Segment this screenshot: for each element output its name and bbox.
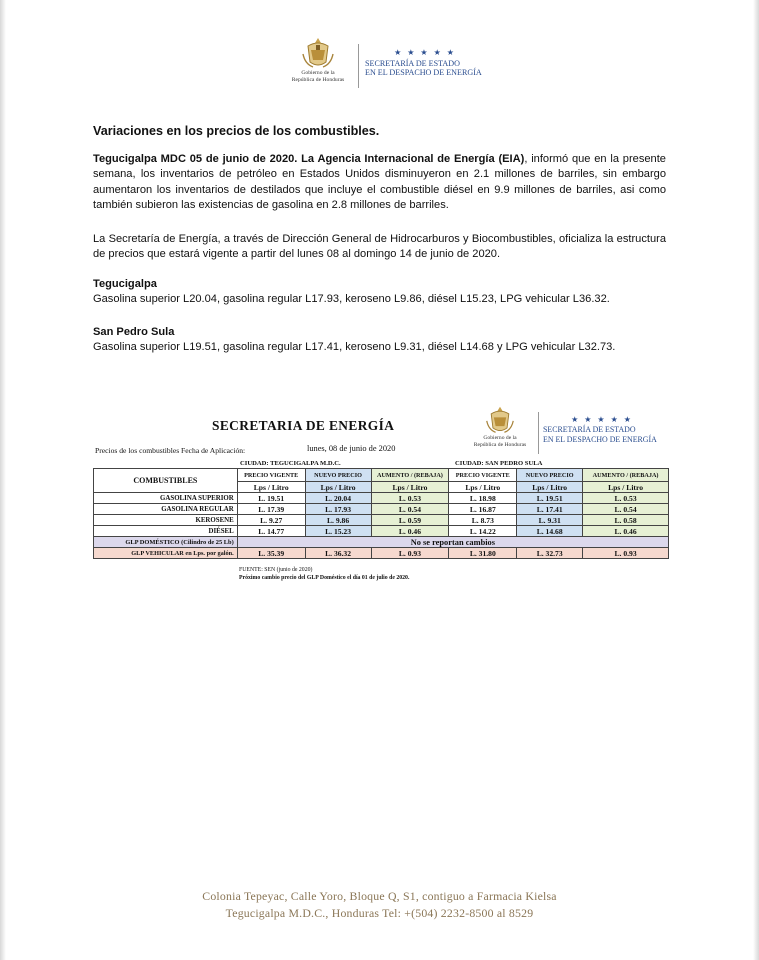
table-ministry-name <box>543 415 661 444</box>
glp-vehicular-row <box>94 548 669 559</box>
col-sps-nuevo: NUEVO PRECIO <box>517 469 583 482</box>
paragraph-lead: Tegucigalpa MDC 05 de junio de 2020. La Agencia Internacional de Energía (EIA) <box>93 153 525 165</box>
fuel-price-table <box>93 468 669 559</box>
row-label: KEROSENE <box>94 515 238 526</box>
cell: L. 0.53 <box>583 493 669 504</box>
seal-caption-1: Gobierno de la <box>301 70 335 76</box>
col-tgu-vigente: PRECIO VIGENTE <box>237 469 305 482</box>
cell: L. 0.54 <box>583 504 669 515</box>
coat-of-arms-icon <box>300 36 336 70</box>
cell: L. 9.27 <box>237 515 305 526</box>
cell: L. 14.68 <box>517 526 583 537</box>
ministry-name <box>365 48 485 78</box>
cell: L. 9.31 <box>517 515 583 526</box>
cell: L. 0.46 <box>371 526 449 537</box>
page-edge-left <box>0 0 6 960</box>
page-edge-right <box>753 0 759 960</box>
ministry-line-2: EN EL DESPACHO DE ENERGÍA <box>365 68 482 77</box>
cell: L. 36.32 <box>305 548 371 559</box>
row-label: GASOLINA SUPERIOR <box>94 493 238 504</box>
table-row <box>94 504 669 515</box>
table-row <box>94 526 669 537</box>
unit-cell: Lps / Litro <box>237 482 305 493</box>
row-label: DIÉSEL <box>94 526 238 537</box>
table-header-row <box>94 469 669 482</box>
paragraph-body: , informó que en la presente semana, los inventarios de petróleo en Estados Unidos disminuyeron en 2.1 millones de barriles, sin embargo aumentaron los inventarios de destilados que incluye el combustible diésel en 9.9 millones de barriles, asi como también subieron las existencias de gasolina en 2.8 millones de barriles. <box>93 153 666 211</box>
cell: L. 17.93 <box>305 504 371 515</box>
cell: L. 17.41 <box>517 504 583 515</box>
col-tgu-aumento: AUMENTO / (REBAJA) <box>371 469 449 482</box>
city-sps-label: CIUDAD: SAN PEDRO SULA <box>455 460 543 467</box>
cell: L. 0.93 <box>583 548 669 559</box>
unit-cell: Lps / Litro <box>583 482 669 493</box>
row-label: GLP DOMÉSTICO (Cilindro de 25 Lb) <box>94 537 238 548</box>
cell: L. 14.77 <box>237 526 305 537</box>
source-note: FUENTE: SEN (junio de 2020) <box>239 567 313 573</box>
table-ministry-line-2: EN EL DESPACHO DE ENERGÍA <box>543 434 657 444</box>
coat-of-arms-icon <box>484 405 516 435</box>
cell: L. 32.73 <box>517 548 583 559</box>
header-divider <box>358 44 359 88</box>
fecha-value: lunes, 08 de junio de 2020 <box>307 444 396 453</box>
row-label: GLP VEHICULAR en Lps. por galón. <box>94 548 238 559</box>
cell: L. 15.23 <box>305 526 371 537</box>
sps-prices: Gasolina superior L19.51, gasolina regular L17.41, keroseno L9.31, diésel L14.68 y LPG vehicular L32.73. <box>93 341 616 353</box>
fecha-label: Precios de los combustibles Fecha de Aplicación: <box>95 446 246 455</box>
row-label: GASOLINA REGULAR <box>94 504 238 515</box>
cell: L. 18.98 <box>449 493 517 504</box>
cell: L. 19.51 <box>237 493 305 504</box>
unit-cell: Lps / Litro <box>305 482 371 493</box>
stars-icon: ★ ★ ★ ★ ★ <box>571 415 633 424</box>
table-row <box>94 515 669 526</box>
cell: L. 35.39 <box>237 548 305 559</box>
cell: L. 20.04 <box>305 493 371 504</box>
ministry-line-1: SECRETARÍA DE ESTADO <box>365 58 460 68</box>
government-seal <box>282 36 354 83</box>
unit-cell: Lps / Litro <box>371 482 449 493</box>
cell: L. 19.51 <box>517 493 583 504</box>
footer-line-2: Tegucigalpa M.D.C., Honduras Tel: +(504) 2232-8500 al 8529 <box>225 906 534 920</box>
table-seal-caption-1: Gobierno de la <box>483 435 517 441</box>
col-sps-aumento: AUMENTO / (REBAJA) <box>583 469 669 482</box>
table-seal <box>466 405 534 448</box>
unit-cell: Lps / Litro <box>517 482 583 493</box>
col-sps-vigente: PRECIO VIGENTE <box>449 469 517 482</box>
cell: L. 8.73 <box>449 515 517 526</box>
glp-domestico-row <box>94 537 669 548</box>
cell: L. 0.54 <box>371 504 449 515</box>
cell: L. 17.39 <box>237 504 305 515</box>
table-ministry-line-1: SECRETARÍA DE ESTADO <box>543 425 636 435</box>
cell: L. 31.80 <box>449 548 517 559</box>
cell: L. 0.58 <box>583 515 669 526</box>
footer-address <box>0 888 759 922</box>
cell: L. 0.59 <box>371 515 449 526</box>
stars-icon: ★ ★ ★ ★ ★ <box>394 48 456 57</box>
unit-cell: Lps / Litro <box>449 482 517 493</box>
cell: L. 14.22 <box>449 526 517 537</box>
sps-heading: San Pedro Sula <box>93 326 175 338</box>
cell: L. 0.53 <box>371 493 449 504</box>
tegucigalpa-heading: Tegucigalpa <box>93 278 157 290</box>
col-tgu-nuevo: NUEVO PRECIO <box>305 469 371 482</box>
table-row <box>94 493 669 504</box>
paragraph-secretaria: La Secretaría de Energía, a través de Dirección General de Hidrocarburos y Biocombustibles, oficializa la estructura de precios que estará vigente a partir del lunes 08 al domingo 14 de junio de 2020. <box>93 233 666 261</box>
tegucigalpa-prices: Gasolina superior L20.04, gasolina regular L17.93, keroseno L9.86, diésel L15.23, LPG vehicular L36.32. <box>93 293 610 305</box>
document-title: Variaciones en los precios de los combustibles. <box>93 124 380 138</box>
cell: L. 0.93 <box>371 548 449 559</box>
table-title: SECRETARIA DE ENERGÍA <box>212 418 395 433</box>
city-tegucigalpa-label: CIUDAD: TEGUCIGALPA M.D.C. <box>240 460 341 467</box>
cell: L. 0.46 <box>583 526 669 537</box>
table-seal-caption-2: República de Honduras <box>473 441 527 448</box>
col-combustibles: COMBUSTIBLES <box>94 469 238 493</box>
cell: L. 16.87 <box>449 504 517 515</box>
next-change-note: Próximo cambio precio del GLP Doméstico el día 01 de julio de 2020. <box>239 574 410 581</box>
footer-line-1: Colonia Tepeyac, Calle Yoro, Bloque Q, S1, contiguo a Farmacia Kielsa <box>202 889 557 903</box>
seal-caption-2: República de Honduras <box>291 76 345 83</box>
no-changes-note: No se reportan cambios <box>237 537 668 548</box>
table-notes <box>239 567 409 583</box>
paragraph-eia <box>93 152 666 213</box>
table-header-divider <box>538 412 539 454</box>
cell: L. 9.86 <box>305 515 371 526</box>
